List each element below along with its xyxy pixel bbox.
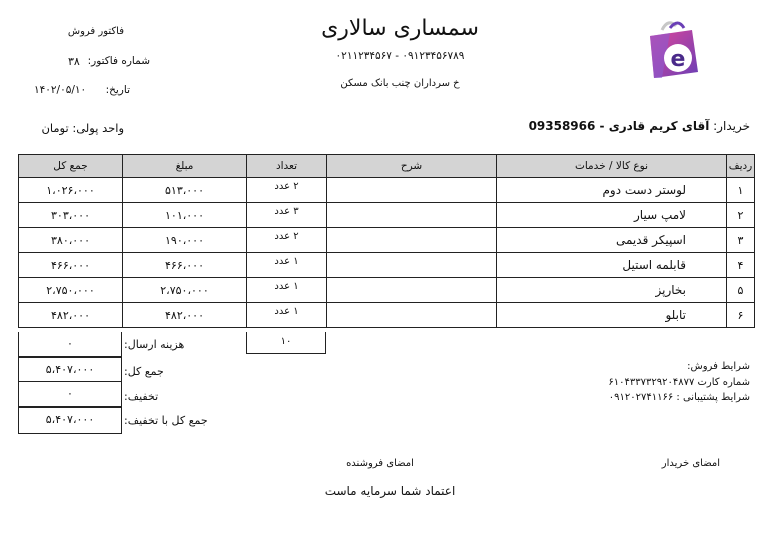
table-row: [19, 178, 755, 203]
buyer-label: خریدار:: [713, 119, 750, 133]
cell-price: ۵۱۳،۰۰۰: [123, 178, 247, 203]
col-header-desc: شرح: [327, 155, 497, 178]
discount-label: تخفیف:: [124, 390, 159, 403]
cell-total: ۳۰۳،۰۰۰: [19, 203, 123, 228]
cell-row: ۶: [727, 303, 755, 328]
col-header-total: جمع کل: [19, 155, 123, 178]
conditions-support: شرایط پشتیبانی : ۰۹۱۲۰۲۷۴۱۱۶۶: [608, 392, 750, 403]
document-type: فاکتور فروش: [67, 26, 124, 37]
buyer-value: آقای کریم قادری - 09358966: [528, 119, 710, 133]
table-row: [19, 303, 755, 328]
col-header-price: مبلغ: [123, 155, 247, 178]
subtotal-value: ۵،۴۰۷،۰۰۰: [18, 357, 122, 382]
discount-value: ۰: [18, 382, 122, 407]
cell-qty: ۱ عدد: [247, 303, 327, 328]
cell-price: ۴۶۶،۰۰۰: [123, 253, 247, 278]
cell-name: بخارپز: [497, 278, 727, 303]
cell-total: ۴۶۶،۰۰۰: [19, 253, 123, 278]
cell-row: ۴: [727, 253, 755, 278]
shop-logo: [640, 16, 706, 82]
cell-total: ۱،۰۲۶،۰۰۰: [19, 178, 123, 203]
cell-name: قابلمه استیل: [497, 253, 727, 278]
cell-qty: ۱ عدد: [247, 253, 327, 278]
cell-row: ۳: [727, 228, 755, 253]
shopping-bag-icon: [640, 16, 706, 82]
table-row: [19, 203, 755, 228]
shipping-label: هزینه ارسال:: [124, 338, 185, 351]
cell-qty: ۱ عدد: [247, 278, 327, 303]
cell-qty: ۲ عدد: [247, 228, 327, 253]
cell-row: ۱: [727, 178, 755, 203]
table-row: [19, 253, 755, 278]
col-header-name: نوع کالا / خدمات: [497, 155, 727, 178]
conditions-card: شماره کارت ۶۱۰۴۳۳۷۳۲۹۲۰۴۸۷۷: [608, 377, 750, 388]
invoice-number: ۳۸: [68, 55, 80, 68]
cell-price: ۴۸۲،۰۰۰: [123, 303, 247, 328]
footer-motto: اعتماد شما سرمایه ماست: [324, 484, 456, 498]
buyer-signature-label: امضای خریدار: [661, 458, 720, 469]
cell-price: ۱۰۱،۰۰۰: [123, 203, 247, 228]
invoice-date: ۱۴۰۲/۰۵/۱۰: [34, 84, 87, 96]
cell-name: تابلو: [497, 303, 727, 328]
col-header-row: ردیف: [727, 155, 755, 178]
cell-name: لوستر دست دوم: [497, 178, 727, 203]
total-quantity: ۱۰: [246, 332, 326, 354]
cell-desc: [327, 178, 497, 203]
grand-total-label: جمع کل با تخفیف:: [124, 414, 208, 427]
logo-letter: e: [670, 47, 686, 72]
table-header-row: [19, 155, 755, 178]
shop-address: خ سرداران چنب بانک مسکن: [340, 78, 460, 89]
table-row: [19, 278, 755, 303]
shop-phones: ۰۲۱۱۲۳۴۵۶۷ - ۰۹۱۲۳۴۵۶۷۸۹: [335, 50, 465, 62]
date-label: تاریخ:: [105, 84, 130, 96]
col-header-qty: تعداد: [247, 155, 327, 178]
seller-signature-label: امضای فروشنده: [346, 458, 414, 469]
cell-price: ۱۹۰،۰۰۰: [123, 228, 247, 253]
shipping-value: ۰: [18, 332, 122, 357]
table-row: [19, 228, 755, 253]
cell-total: ۲،۷۵۰،۰۰۰: [19, 278, 123, 303]
conditions-title: شرایط فروش:: [687, 361, 750, 372]
cell-name: اسپیکر قدیمی: [497, 228, 727, 253]
cell-qty: ۳ عدد: [247, 203, 327, 228]
cell-row: ۲: [727, 203, 755, 228]
cell-total: ۳۸۰،۰۰۰: [19, 228, 123, 253]
cell-desc: [327, 253, 497, 278]
shop-name: سمساری سالاری: [321, 16, 479, 41]
grand-total-value: ۵،۴۰۷،۰۰۰: [18, 407, 122, 434]
cell-qty: ۲ عدد: [247, 178, 327, 203]
cell-desc: [327, 278, 497, 303]
cell-desc: [327, 203, 497, 228]
invoice-number-label: شماره فاکتور:: [87, 55, 150, 67]
currency-unit: واحد پولی: تومان: [41, 121, 124, 135]
subtotal-label: جمع کل:: [124, 365, 164, 378]
buyer-line: [520, 119, 750, 133]
cell-desc: [327, 303, 497, 328]
items-table: [18, 154, 755, 328]
cell-total: ۴۸۲،۰۰۰: [19, 303, 123, 328]
cell-price: ۲،۷۵۰،۰۰۰: [123, 278, 247, 303]
cell-name: لامپ سیار: [497, 203, 727, 228]
cell-desc: [327, 228, 497, 253]
cell-row: ۵: [727, 278, 755, 303]
